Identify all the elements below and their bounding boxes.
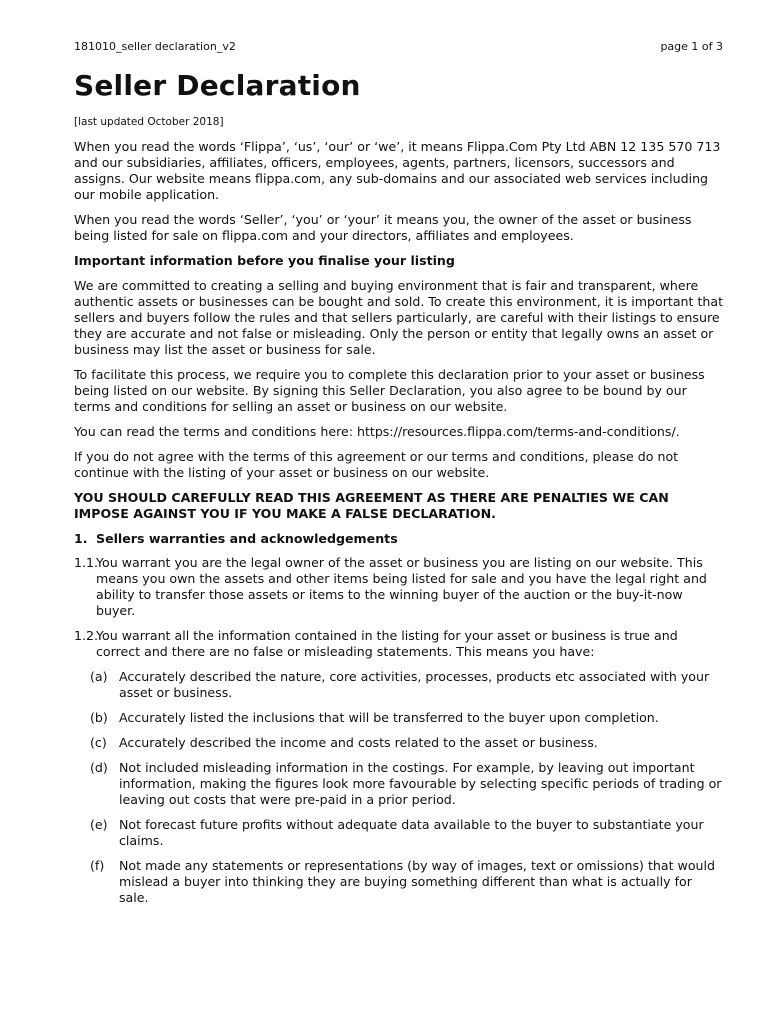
clause-text: You warrant all the information contained in the listing for your asset or business is true and correct and there are no false or misleading statements. This means you have: [96, 628, 678, 659]
definition-seller: When you read the words ‘Seller’, ‘you’ or ‘your’ it means you, the owner of the asset or business being listed for sale on flippa.com and your directors, affiliates and employees. [74, 212, 692, 243]
document-body [74, 115, 724, 915]
clause-1-2 [74, 628, 724, 660]
warranty-list [90, 669, 724, 906]
document-id: 181010_seller declaration_v2 [74, 40, 236, 53]
definition-flippa: When you read the words ‘Flippa’, ‘us’, ‘our’ or ‘we’, it means Flippa.Com Pty Ltd ABN 12 135 570 713 and our subsidiaries, affiliates, officers, employees, agents, partners, licensors, successors and assigns. Our website means flippa.com, any sub-domains and our associated web services including our mobile application. [74, 139, 721, 202]
list-item [90, 817, 724, 849]
list-item [90, 735, 724, 751]
commitment-paragraph: We are committed to creating a selling and buying environment that is fair and transparent, where authentic assets or businesses can be bought and sold. To create this environment, it is important that sellers and buyers follow the rules and that sellers particularly, are careful with their listings to ensure they are accurate and not false or misleading. Only the person or entity that legally owns an asset or business may list the asset or business for sale. [74, 278, 724, 357]
disagree-paragraph: If you do not agree with the terms of this agreement or our terms and conditions, please do not continue with the listing of your asset or business on our website. [74, 449, 679, 480]
item-text: Accurately described the nature, core activities, processes, products etc associated with your asset or business. [119, 669, 710, 700]
item-text: Not included misleading information in the costings. For example, by leaving out important information, making the figures look more favourable by selecting specific periods of trading or leaving out costs that were pre-paid in a prior period. [119, 760, 722, 807]
item-letter: (d) [90, 760, 108, 775]
section-number: 1. [74, 531, 88, 546]
item-text: Accurately listed the inclusions that will be transferred to the buyer upon completion. [119, 710, 659, 725]
list-item [90, 760, 724, 808]
item-letter: (c) [90, 735, 107, 750]
page-number: page 1 of 3 [660, 40, 723, 53]
penalty-warning: YOU SHOULD CAREFULLY READ THIS AGREEMENT AS THERE ARE PENALTIES WE CAN IMPOSE AGAINST YOU IF YOU MAKE A FALSE DECLARATION. [74, 490, 669, 521]
list-item [90, 858, 724, 906]
clause-number: 1.1. [74, 555, 99, 570]
clause-text: You warrant you are the legal owner of the asset or business you are listing on our website. This means you own the assets and other items being listed for sale and you have the legal right and ability to transfer those assets or items to the winning buyer of the auction or the buy-it-now buyer. [96, 555, 707, 618]
item-letter: (a) [90, 669, 108, 684]
item-letter: (e) [90, 817, 108, 832]
process-paragraph: To facilitate this process, we require you to complete this declaration prior to your asset or business being listed on our website. By signing this Seller Declaration, you also agree to be bound by our terms and conditions for selling an asset or business on our website. [74, 367, 705, 414]
terms-link-paragraph: You can read the terms and conditions here: https://resources.flippa.com/terms-and-conditions/. [74, 424, 680, 439]
item-letter: (b) [90, 710, 108, 725]
important-heading: Important information before you finalise your listing [74, 253, 455, 268]
list-item [90, 710, 724, 726]
item-text: Accurately described the income and costs related to the asset or business. [119, 735, 598, 750]
last-updated: [last updated October 2018] [74, 116, 224, 128]
page-title: Seller Declaration [74, 69, 361, 102]
item-text: Not forecast future profits without adequate data available to the buyer to substantiate your claims. [119, 817, 704, 848]
section-title: Sellers warranties and acknowledgements [96, 531, 398, 546]
clause-1-1 [74, 555, 724, 619]
section-1-heading [74, 531, 724, 547]
item-letter: (f) [90, 858, 105, 873]
clause-number: 1.2. [74, 628, 99, 643]
item-text: Not made any statements or representations (by way of images, text or omissions) that would mislead a buyer into thinking they are buying something different than what is actually for sale. [119, 858, 716, 905]
list-item [90, 669, 724, 701]
